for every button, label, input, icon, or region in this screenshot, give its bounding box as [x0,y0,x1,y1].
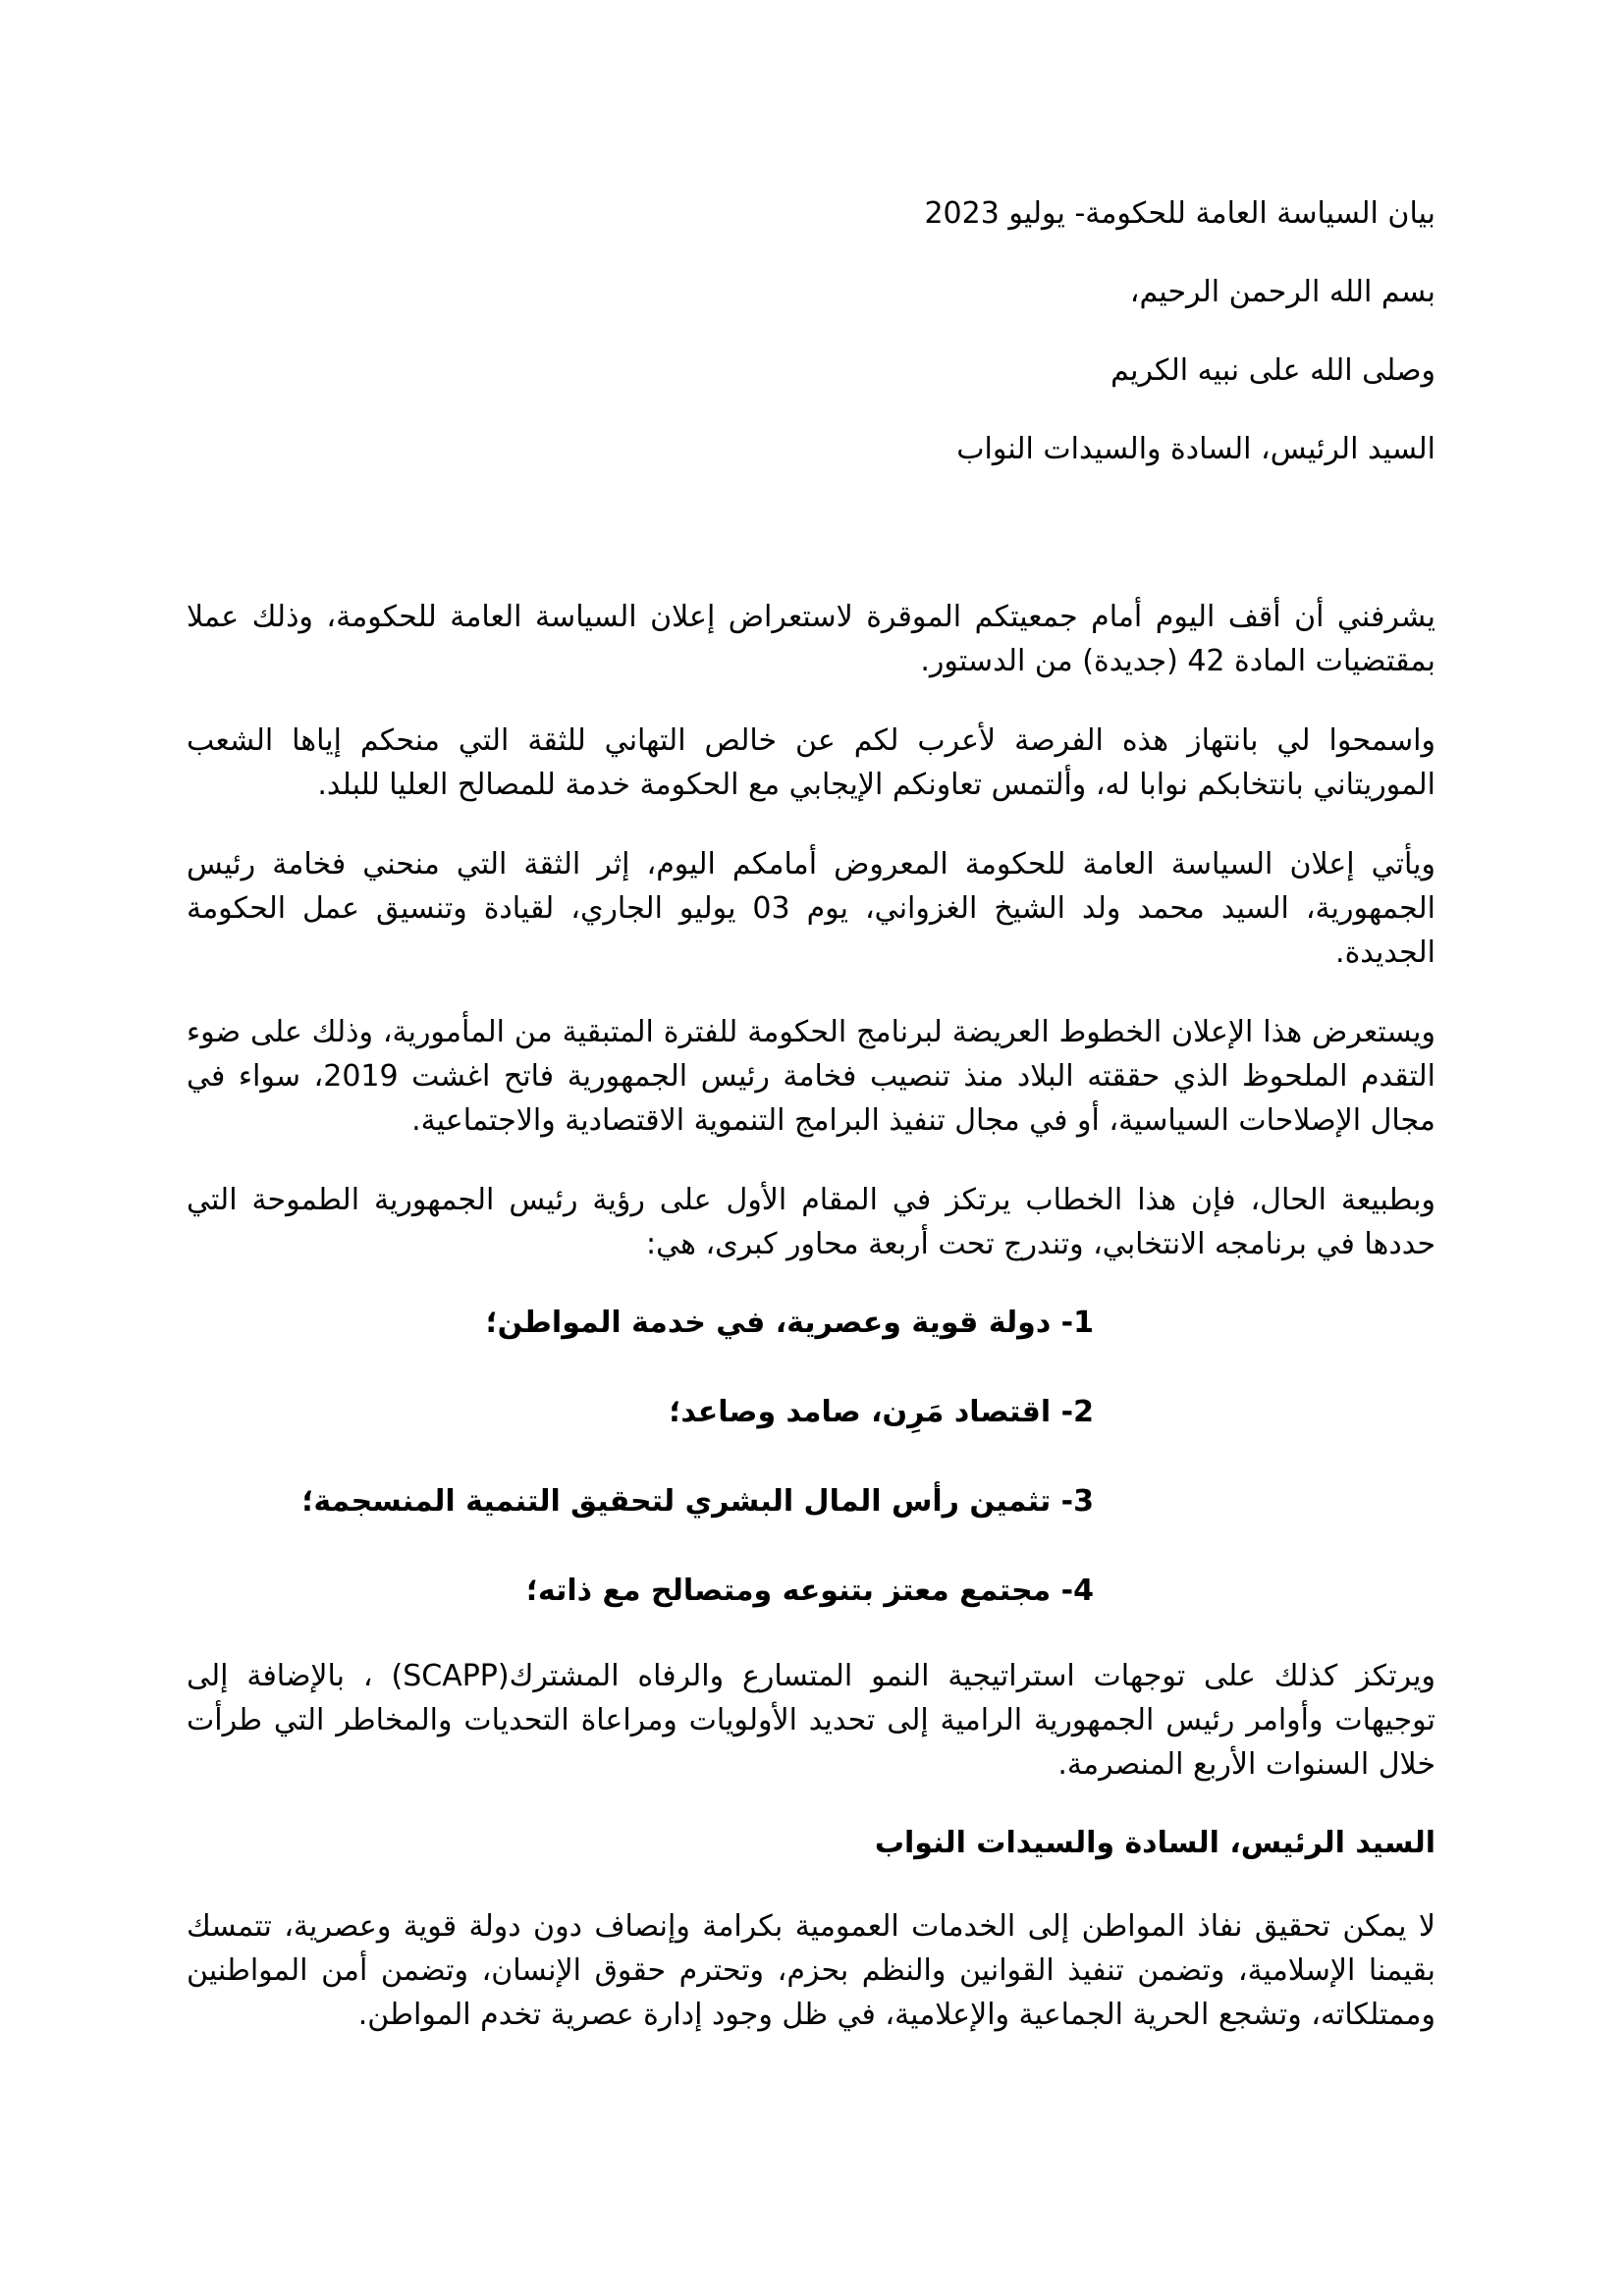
list-item-axis-1: 1- دولة قوية وعصرية، في خدمة المواطن؛ [485,1306,1094,1340]
paragraph-scapp: ويرتكز كذلك على توجهات استراتيجية النمو المتسارع والرفاه المشترك(SCAPP) ، بالإضافة إلى توجيهات وأوامر رئيس الجمهورية الرامية إلى تحديد الأولويات ومراعاة التحديات والمخاطر التي طرأت خلال السنوات الأربع المنصرمة. [187,1659,1435,1782]
list-item-axis-2: 2- اقتصاد مَرِن، صامد وصاعد؛ [669,1395,1094,1429]
paragraph-confidence: ويأتي إعلان السياسة العامة للحكومة المعروض أمامكم اليوم، إثر الثقة التي منحني فخامة رئيس الجمهورية، السيد محمد ولد الشيخ الغزواني، يوم 03 يوليو الجاري، لقيادة وتنسيق عمل الحكومة الجديدة. [187,847,1435,970]
paragraph-vision: وبطبيعة الحال، فإن هذا الخطاب يرتكز في المقام الأول على رؤية رئيس الجمهورية الطموحة التي حددها في برنامجه الانتخابي، وتندرج تحت أربعة محاور كبرى، هي: [187,1183,1435,1261]
bold-address-heading: السيد الرئيس، السادة والسيدات النواب [874,1826,1435,1860]
paragraph-congratulations: واسمحوا لي بانتهاز هذه الفرصة لأعرب لكم عن خالص التهاني للثقة التي منحكم إياها الشعب الموريتاني بانتخابكم نوابا له، وألتمس تعاونكم الإيجابي مع الحكومة خدمة للمصالح العليا للبلد. [187,723,1435,802]
document-body [187,192,1435,2072]
paragraph-program-overview: ويستعرض هذا الإعلان الخطوط العريضة لبرنامج الحكومة للفترة المتبقية من المأمورية، وذلك على ضوء التقدم الملحوظ الذي حققته البلاد منذ تنصيب فخامة رئيس الجمهورية فاتح اغشت 2019، سواء في مجال الإصلاحات السياسية، أو في مجال تنفيذ البرامج التنموية الاقتصادية والاجتماعية. [187,1015,1435,1138]
document-title: بيان السياسة العامة للحكومة- يوليو 2023 [924,196,1435,231]
list-item-axis-4: 4- مجتمع معتز بتنوعه ومتصالح مع ذاته؛ [525,1574,1094,1608]
address-line: السيد الرئيس، السادة والسيدات النواب [956,432,1435,466]
basmala-line: بسم الله الرحمن الرحيم، [1129,275,1435,309]
paragraph-strong-state: لا يمكن تحقيق نفاذ المواطن إلى الخدمات العمومية بكرامة وإنصاف دون دولة قوية وعصرية، تتمسك بقيمنا الإسلامية، وتضمن تنفيذ القوانين والنظم بحزم، وتحترم حقوق الإنسان، وتضمن أمن المواطنين وممتلكاته، وتشجع الحرية الجماعية والإعلامية، في ظل وجود إدارة عصرية تخدم المواطن. [187,1909,1435,2032]
salutation-prayer-line: وصلى الله على نبيه الكريم [1110,353,1435,388]
list-item-axis-3: 3- تثمين رأس المال البشري لتحقيق التنمية المنسجمة؛ [301,1484,1094,1519]
paragraph-intro: يشرفني أن أقف اليوم أمام جمعيتكم الموقرة لاستعراض إعلان السياسة العامة للحكومة، وذلك عملا بمقتضيات المادة 42 (جديدة) من الدستور. [187,600,1435,678]
section-spacer [187,507,1435,595]
axes-list [187,1302,1435,1613]
